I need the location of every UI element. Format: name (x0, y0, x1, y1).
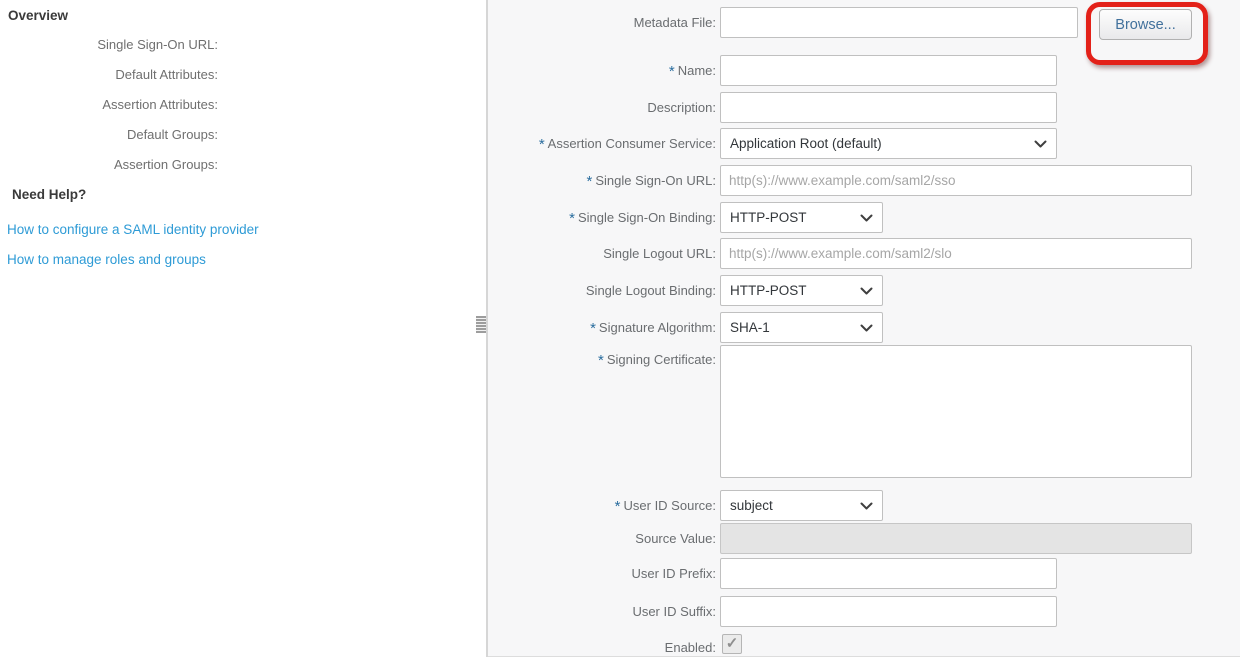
name-label: * Name: (668, 63, 716, 80)
assertion-consumer-service-value: Application Root (default) (730, 136, 882, 151)
chevron-down-icon (860, 502, 873, 510)
signing-certificate-label: * Signing Certificate: (598, 352, 716, 369)
help-link-configure-saml-provider[interactable]: How to configure a SAML identity provider (7, 222, 259, 237)
single-sign-on-url-label: * Single Sign-On URL: (586, 173, 716, 190)
required-indicator: * (614, 498, 621, 515)
help-link-manage-roles-groups[interactable]: How to manage roles and groups (7, 252, 206, 267)
description-label: Description: (647, 100, 716, 115)
required-indicator: * (590, 320, 596, 337)
required-indicator: * (569, 210, 575, 227)
required-indicator: * (538, 136, 545, 153)
name-input[interactable] (720, 55, 1057, 86)
chevron-down-icon (860, 214, 873, 222)
metadata-file-label: Metadata File: (633, 15, 716, 30)
enabled-checkbox (722, 634, 742, 654)
assertion-consumer-service-label: * Assertion Consumer Service: (538, 136, 716, 153)
sidebar-need-help-header: Need Help? (12, 187, 87, 202)
single-sign-on-url-input[interactable] (720, 165, 1192, 196)
metadata-file-input[interactable] (720, 7, 1078, 38)
single-logout-url-label: Single Logout URL: (603, 246, 716, 261)
signature-algorithm-select[interactable] (720, 312, 883, 343)
signature-algorithm-value: SHA-1 (730, 320, 770, 335)
single-logout-binding-value: HTTP-POST (730, 283, 807, 298)
user-id-source-label: * User ID Source: (614, 498, 716, 515)
single-logout-binding-label: Single Logout Binding: (585, 283, 716, 298)
checkmark-icon: ✓ (725, 635, 739, 652)
single-sign-on-binding-value: HTTP-POST (730, 210, 807, 225)
required-indicator: * (586, 173, 593, 190)
splitter-grip-handle[interactable] (476, 316, 486, 333)
chevron-down-icon (860, 324, 873, 332)
user-id-prefix-label: User ID Prefix: (631, 566, 716, 581)
single-logout-binding-select[interactable] (720, 275, 883, 306)
description-input[interactable] (720, 92, 1057, 123)
chevron-down-icon (1034, 140, 1047, 148)
user-id-source-value: subject (730, 498, 773, 513)
chevron-down-icon (860, 287, 873, 295)
sidebar-item-default-attributes: Default Attributes: (115, 67, 218, 82)
assertion-consumer-service-select[interactable] (720, 128, 1057, 159)
single-sign-on-binding-select[interactable] (720, 202, 883, 233)
signing-certificate-textarea[interactable] (720, 345, 1192, 478)
user-id-suffix-input[interactable] (720, 596, 1057, 627)
user-id-prefix-input[interactable] (720, 558, 1057, 589)
sidebar-overview-header: Overview (8, 8, 69, 23)
sidebar-item-default-groups: Default Groups: (126, 127, 218, 142)
enabled-label: Enabled: (664, 640, 716, 655)
source-value-input (720, 523, 1192, 554)
required-indicator: * (668, 63, 675, 80)
single-sign-on-binding-label: * Single Sign-On Binding: (569, 210, 716, 227)
signature-algorithm-label: * Signature Algorithm: (590, 320, 716, 337)
sidebar-item-single-sign-on-url: Single Sign-On URL: (97, 37, 218, 52)
source-value-label: Source Value: (635, 531, 716, 546)
single-logout-url-input[interactable] (720, 238, 1192, 269)
user-id-suffix-label: User ID Suffix: (632, 604, 716, 619)
sidebar-item-assertion-groups: Assertion Groups: (113, 157, 218, 172)
sidebar-item-assertion-attributes: Assertion Attributes: (102, 97, 218, 112)
required-indicator: * (598, 352, 604, 369)
user-id-source-select[interactable] (720, 490, 883, 521)
browse-button[interactable]: Browse... (1099, 9, 1192, 40)
